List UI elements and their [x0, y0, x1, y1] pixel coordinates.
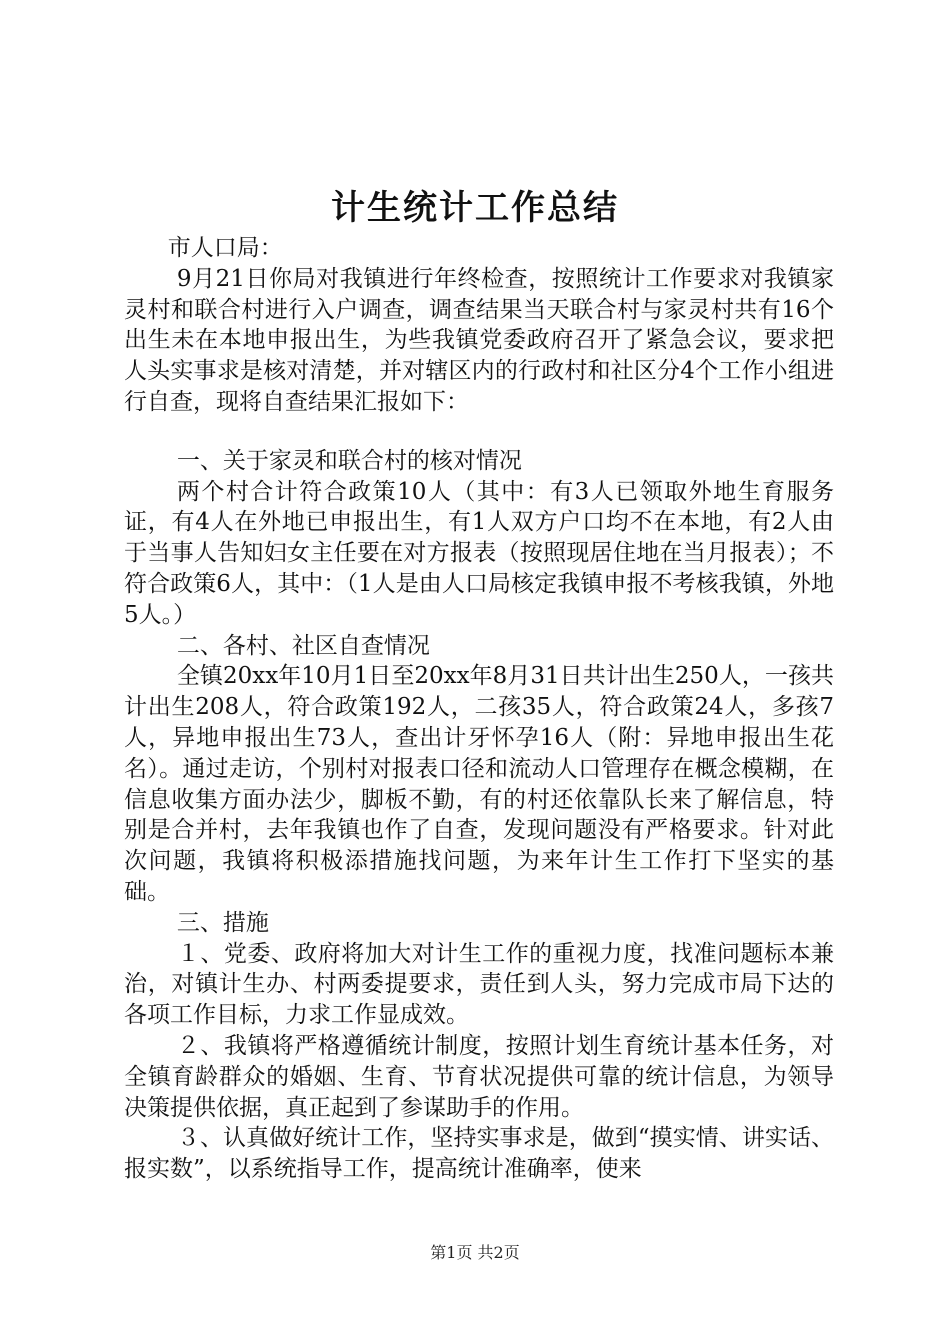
- salutation: 市人口局：: [167, 235, 283, 261]
- section-heading-3: 三、措施: [176, 909, 269, 936]
- section-body-1: 两个村合计符合政策10人（其中：有3人已领取外地生育服务证，有4人在外地已申报出生，有1人双方户口均不在本地，有2人由于当事人告知妇女主任要在对方报表（按照现居住地在当月报表）；不符合政策6人，其中：（1人是由人口局核定我镇申报不考核我镇，外地5人。）: [124, 478, 834, 628]
- measure-item-2: ２、我镇将严格遵循统计制度，按照计划生育统计基本任务，对全镇育龄群众的婚姻、生育、节育状况提供可靠的统计信息，为领导决策提供依据，真正起到了参谋助手的作用。: [124, 1032, 834, 1121]
- section-heading-2: 二、各村、社区自查情况: [176, 632, 430, 659]
- paragraph-gap: [124, 418, 834, 446]
- section-body-2: 全镇20xx年10月1日至20xx年8月31日共计出生250人，一孩共计出生208人，符合政策192人，二孩35人，符合政策24人，多孩7人，异地申报出生73人，查出计牙怀孕16人（附：异地申报出生花名）。通过走访，个别村对报表口径和流动人口管理存在概念模糊，在信息收集方面办法少，脚板不勤，有的村还依靠队长来了解信息，特别是合并村，去年我镇也作了自查，发现问题没有严格要求。针对此次问题，我镇将积极添措施找问题，为来年计生工作打下坚实的基础。: [124, 663, 834, 905]
- intro-paragraph: 9月21日你局对我镇进行年终检查，按照统计工作要求对我镇家灵村和联合村进行入户调查，调查结果当天联合村与家灵村共有16个出生未在本地申报出生，为些我镇党委政府召开了紧急会议，要求把人头实事求是核对清楚，并对辖区内的行政村和社区分4个工作小组进行自查，现将自查结果汇报如下：: [124, 265, 834, 415]
- section-heading-1: 一、关于家灵和联合村的核对情况: [176, 447, 522, 474]
- document-body: [124, 233, 834, 1185]
- measure-item-3: ３、认真做好统计工作，坚持实事求是，做到“摸实情、讲实话、报实数”，以系统指导工作，提高统计准确率，使来: [124, 1125, 834, 1183]
- document-title: 计生统计工作总结: [331, 188, 619, 228]
- measure-item-1: １、党委、政府将加大对计生工作的重视力度，找准问题标本兼治，对镇计生办、村两委提要求，责任到人头，努力完成市局下达的各项工作目标，力求工作显成效。: [124, 940, 834, 1029]
- page-number-footer: 第1页 共2页: [430, 1243, 520, 1262]
